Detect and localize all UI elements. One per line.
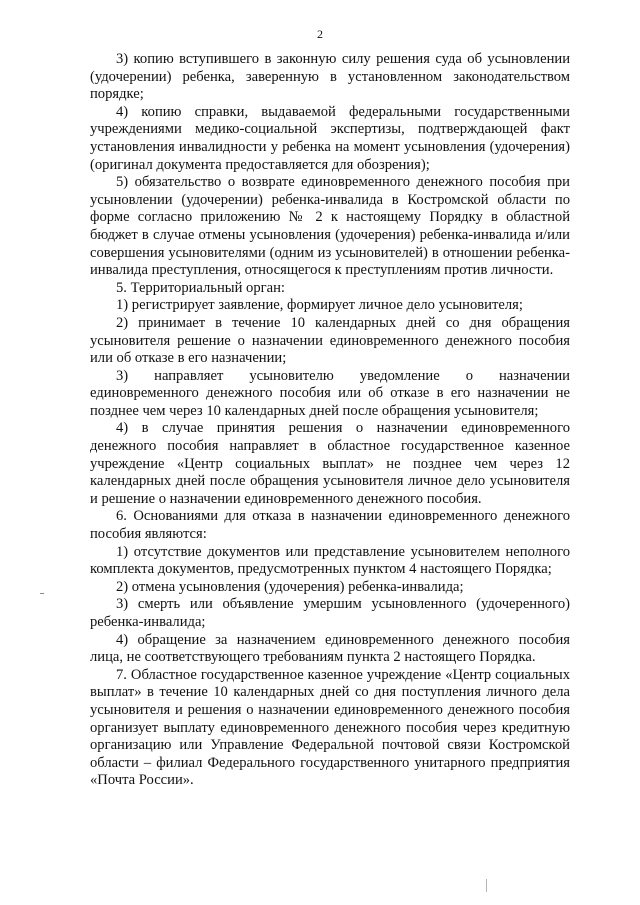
section-5-item-2: 2) принимает в течение 10 календарных дней со дня обращения усыновителя решение о назначении единовременного денежного пособия или об отказе в его назначении;	[90, 314, 570, 367]
section-6-item-1: 1) отсутствие документов или представление усыновителем неполного комплекта документов, предусмотренных пунктом 4 настоящего Порядка;	[90, 543, 570, 578]
scan-artifact-dash	[40, 593, 44, 594]
section-5-item-4: 4) в случае принятия решения о назначении единовременного денежного пособия направляет в областное государственное казенное учреждение «Центр социальных выплат» не позднее чем через 12 календарных дней после обращения усыновителя личное дело усыновителя и решение о назначении единовременного денежного пособия.	[90, 420, 570, 507]
scan-artifact-line	[486, 879, 487, 892]
section-6-item-4: 4) обращение за назначением единовременного денежного пособия лица, не соответствующего требованиям пункта 2 настоящего Порядка.	[90, 631, 570, 666]
item-5-refund-obligation: 5) обязательство о возврате единовременного денежного пособия при усыновлении (удочерении) ребенка-инвалида в Костромской области по форме согласно приложению № 2 к настоящему Порядку в областной бюджет в случае отмены усыновления (удочерения) ребенка-инвалида и/или совершения усыновителями (одним из усыновителей) в отношении ребенка-инвалида преступления, относящегося к преступлениям против личности.	[90, 174, 570, 279]
section-6-heading: 6. Основаниями для отказа в назначении единовременного денежного пособия являются:	[90, 508, 570, 543]
section-5-item-1: 1) регистрирует заявление, формирует личное дело усыновителя;	[116, 297, 523, 314]
item-3-court-decision: 3) копию вступившего в законную силу решения суда об усыновлении (удочерении) ребенка, заверенную в установленном законодательством порядке;	[90, 51, 570, 103]
section-7-paragraph: 7. Областное государственное казенное учреждение «Центр социальных выплат» в течение 10 календарных дней со дня поступления личного дела усыновителя и решения о назначении единовременного денежного пособия организует выплату единовременного денежного пособия через кредитную организацию или Управление Федеральной почтовой связи Костромской области – филиал Федерального государственного унитарного предприятия «Почта России».	[90, 666, 570, 789]
document-body	[90, 51, 570, 790]
section-5-item-3: 3) направляет усыновителю уведомление о назначении единовременного денежного пособия или об отказе в его назначении не позднее чем через 10 календарных дней после обращения усыновителя;	[90, 367, 570, 419]
section-5-heading: 5. Территориальный орган:	[116, 279, 285, 296]
section-6-item-2: 2) отмена усыновления (удочерения) ребенка-инвалида;	[116, 578, 464, 595]
section-6-item-3: 3) смерть или объявление умершим усыновленного (удочеренного) ребенка-инвалида;	[90, 596, 570, 630]
page-number: 2	[317, 27, 323, 41]
item-4-disability-certificate: 4) копию справки, выдаваемой федеральными государственными учреждениями медико-социальной экспертизы, подтверждающей факт установления инвалидности у ребенка на момент усыновления (удочерения) (оригинал документа предоставляется для обозрения);	[90, 103, 570, 173]
